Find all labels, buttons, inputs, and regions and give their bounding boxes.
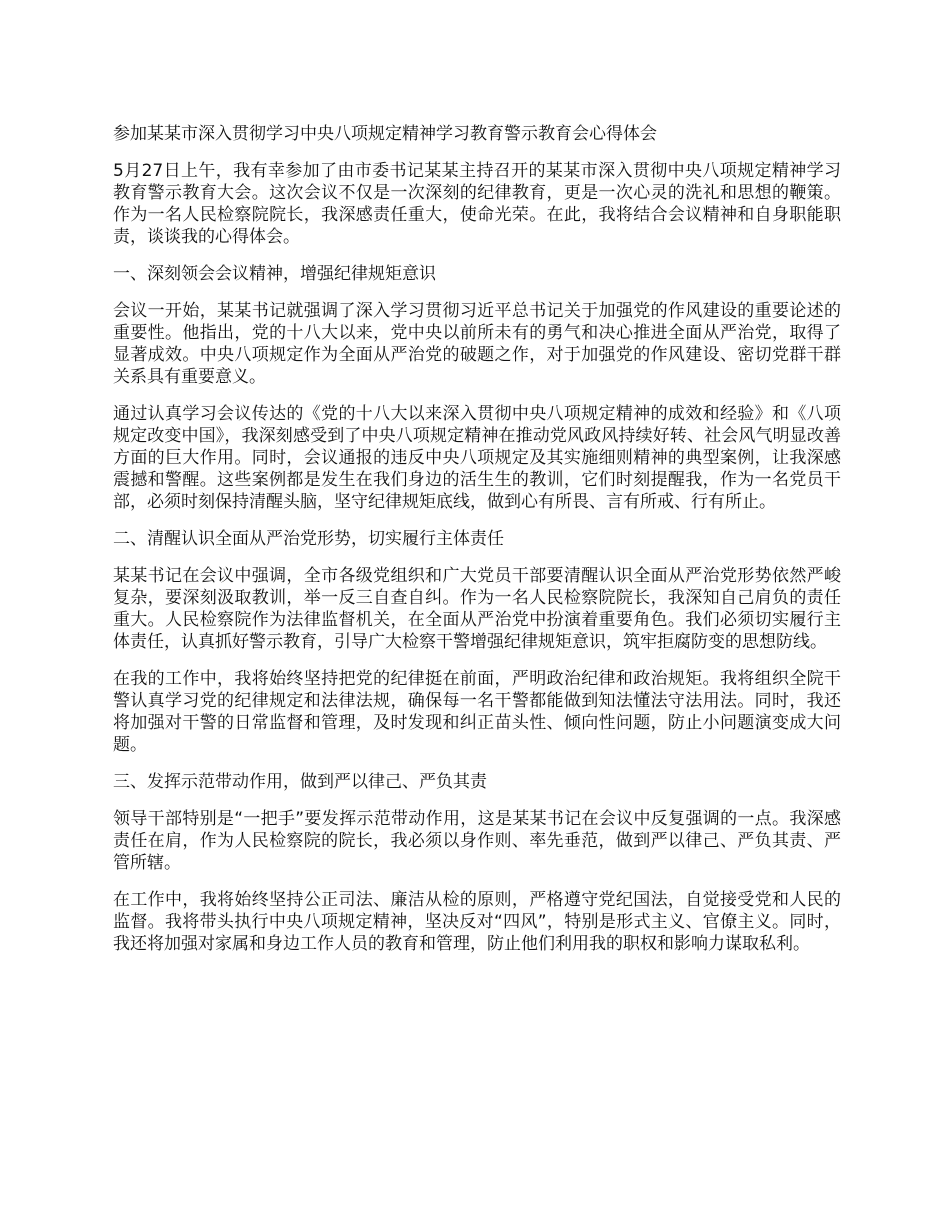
section-heading-2: 二、清醒认识全面从严治党形势，切实履行主体责任 xyxy=(113,529,504,549)
section-3-paragraph-1: 领导干部特别是“一把手”要发挥示范带动作用，这是某某书记在会议中反复强调的一点。我深感责任在肩，作为人民检察院的院长，我必须以身作则、率先垂范，做到严以律己、严负其责、严管所辖。 xyxy=(113,809,841,873)
document-page xyxy=(113,122,841,970)
section-2-paragraph-2: 在我的工作中，我将始终坚持把党的纪律挺在前面，严明政治纪律和政治规矩。我将组织全院干警认真学习党的纪律规定和法律法规，确保每一名干警都能做到知法懂法守法用法。同时，我还将加强对干警的日常监督和管理，及时发现和纠正苗头性、倾向性问题，防止小问题演变成大问题。 xyxy=(113,669,841,755)
section-1-paragraph-2: 通过认真学习会议传达的《党的十八大以来深入贯彻中央八项规定精神的成效和经验》和《八项规定改变中国》，我深刻感受到了中央八项规定精神在推动党风政风持续好转、社会风气明显改善方面的巨大作用。同时，会议通报的违反中央八项规定及其实施细则精神的典型案例，让我深感震撼和警醒。这些案例都是发生在我们身边的活生生的教训，它们时刻提醒我，作为一名党员干部，必须时刻保持清醒头脑，坚守纪律规矩底线，做到心有所畏、言有所戒、行有所止。 xyxy=(113,404,841,512)
section-heading-1: 一、深刻领会会议精神，增强纪律规矩意识 xyxy=(113,264,436,284)
section-heading-3: 三、发挥示范带动作用，做到严以律己、严负其责 xyxy=(113,772,487,792)
section-2-paragraph-1: 某某书记在会议中强调，全市各级党组织和广大党员干部要清醒认识全面从严治党形势依然严峻复杂，要深刻汲取教训，举一反三自查自纠。作为一名人民检察院院长，我深知自己肩负的责任重大。人民检察院作为法律监督机关，在全面从严治党中扮演着重要角色。我们必须切实履行主体责任，认真抓好警示教育，引导广大检察干警增强纪律规矩意识，筑牢拒腐防变的思想防线。 xyxy=(113,566,841,652)
document-title: 参加某某市深入贯彻学习中央八项规定精神学习教育警示教育会心得体会 xyxy=(113,124,657,144)
section-3-paragraph-2: 在工作中，我将始终坚持公正司法、廉洁从检的原则，严格遵守党纪国法，自觉接受党和人民的监督。我将带头执行中央八项规定精神，坚决反对“四风”，特别是形式主义、官僚主义。同时，我还将加强对家属和身边工作人员的教育和管理，防止他们利用我的职权和影响力谋取私利。 xyxy=(113,890,841,954)
intro-paragraph: 5月27日上午，我有幸参加了由市委书记某某主持召开的某某市深入贯彻中央八项规定精神学习教育警示教育大会。这次会议不仅是一次深刻的纪律教育，更是一次心灵的洗礼和思想的鞭策。作为一名人民检察院院长，我深感责任重大，使命光荣。在此，我将结合会议精神和自身职能职责，谈谈我的心得体会。 xyxy=(113,161,841,247)
section-1-paragraph-1: 会议一开始，某某书记就强调了深入学习贯彻习近平总书记关于加强党的作风建设的重要论述的重要性。他指出，党的十八大以来，党中央以前所未有的勇气和决心推进全面从严治党，取得了显著成效。中央八项规定作为全面从严治党的破题之作，对于加强党的作风建设、密切党群干群关系具有重要意义。 xyxy=(113,301,841,387)
